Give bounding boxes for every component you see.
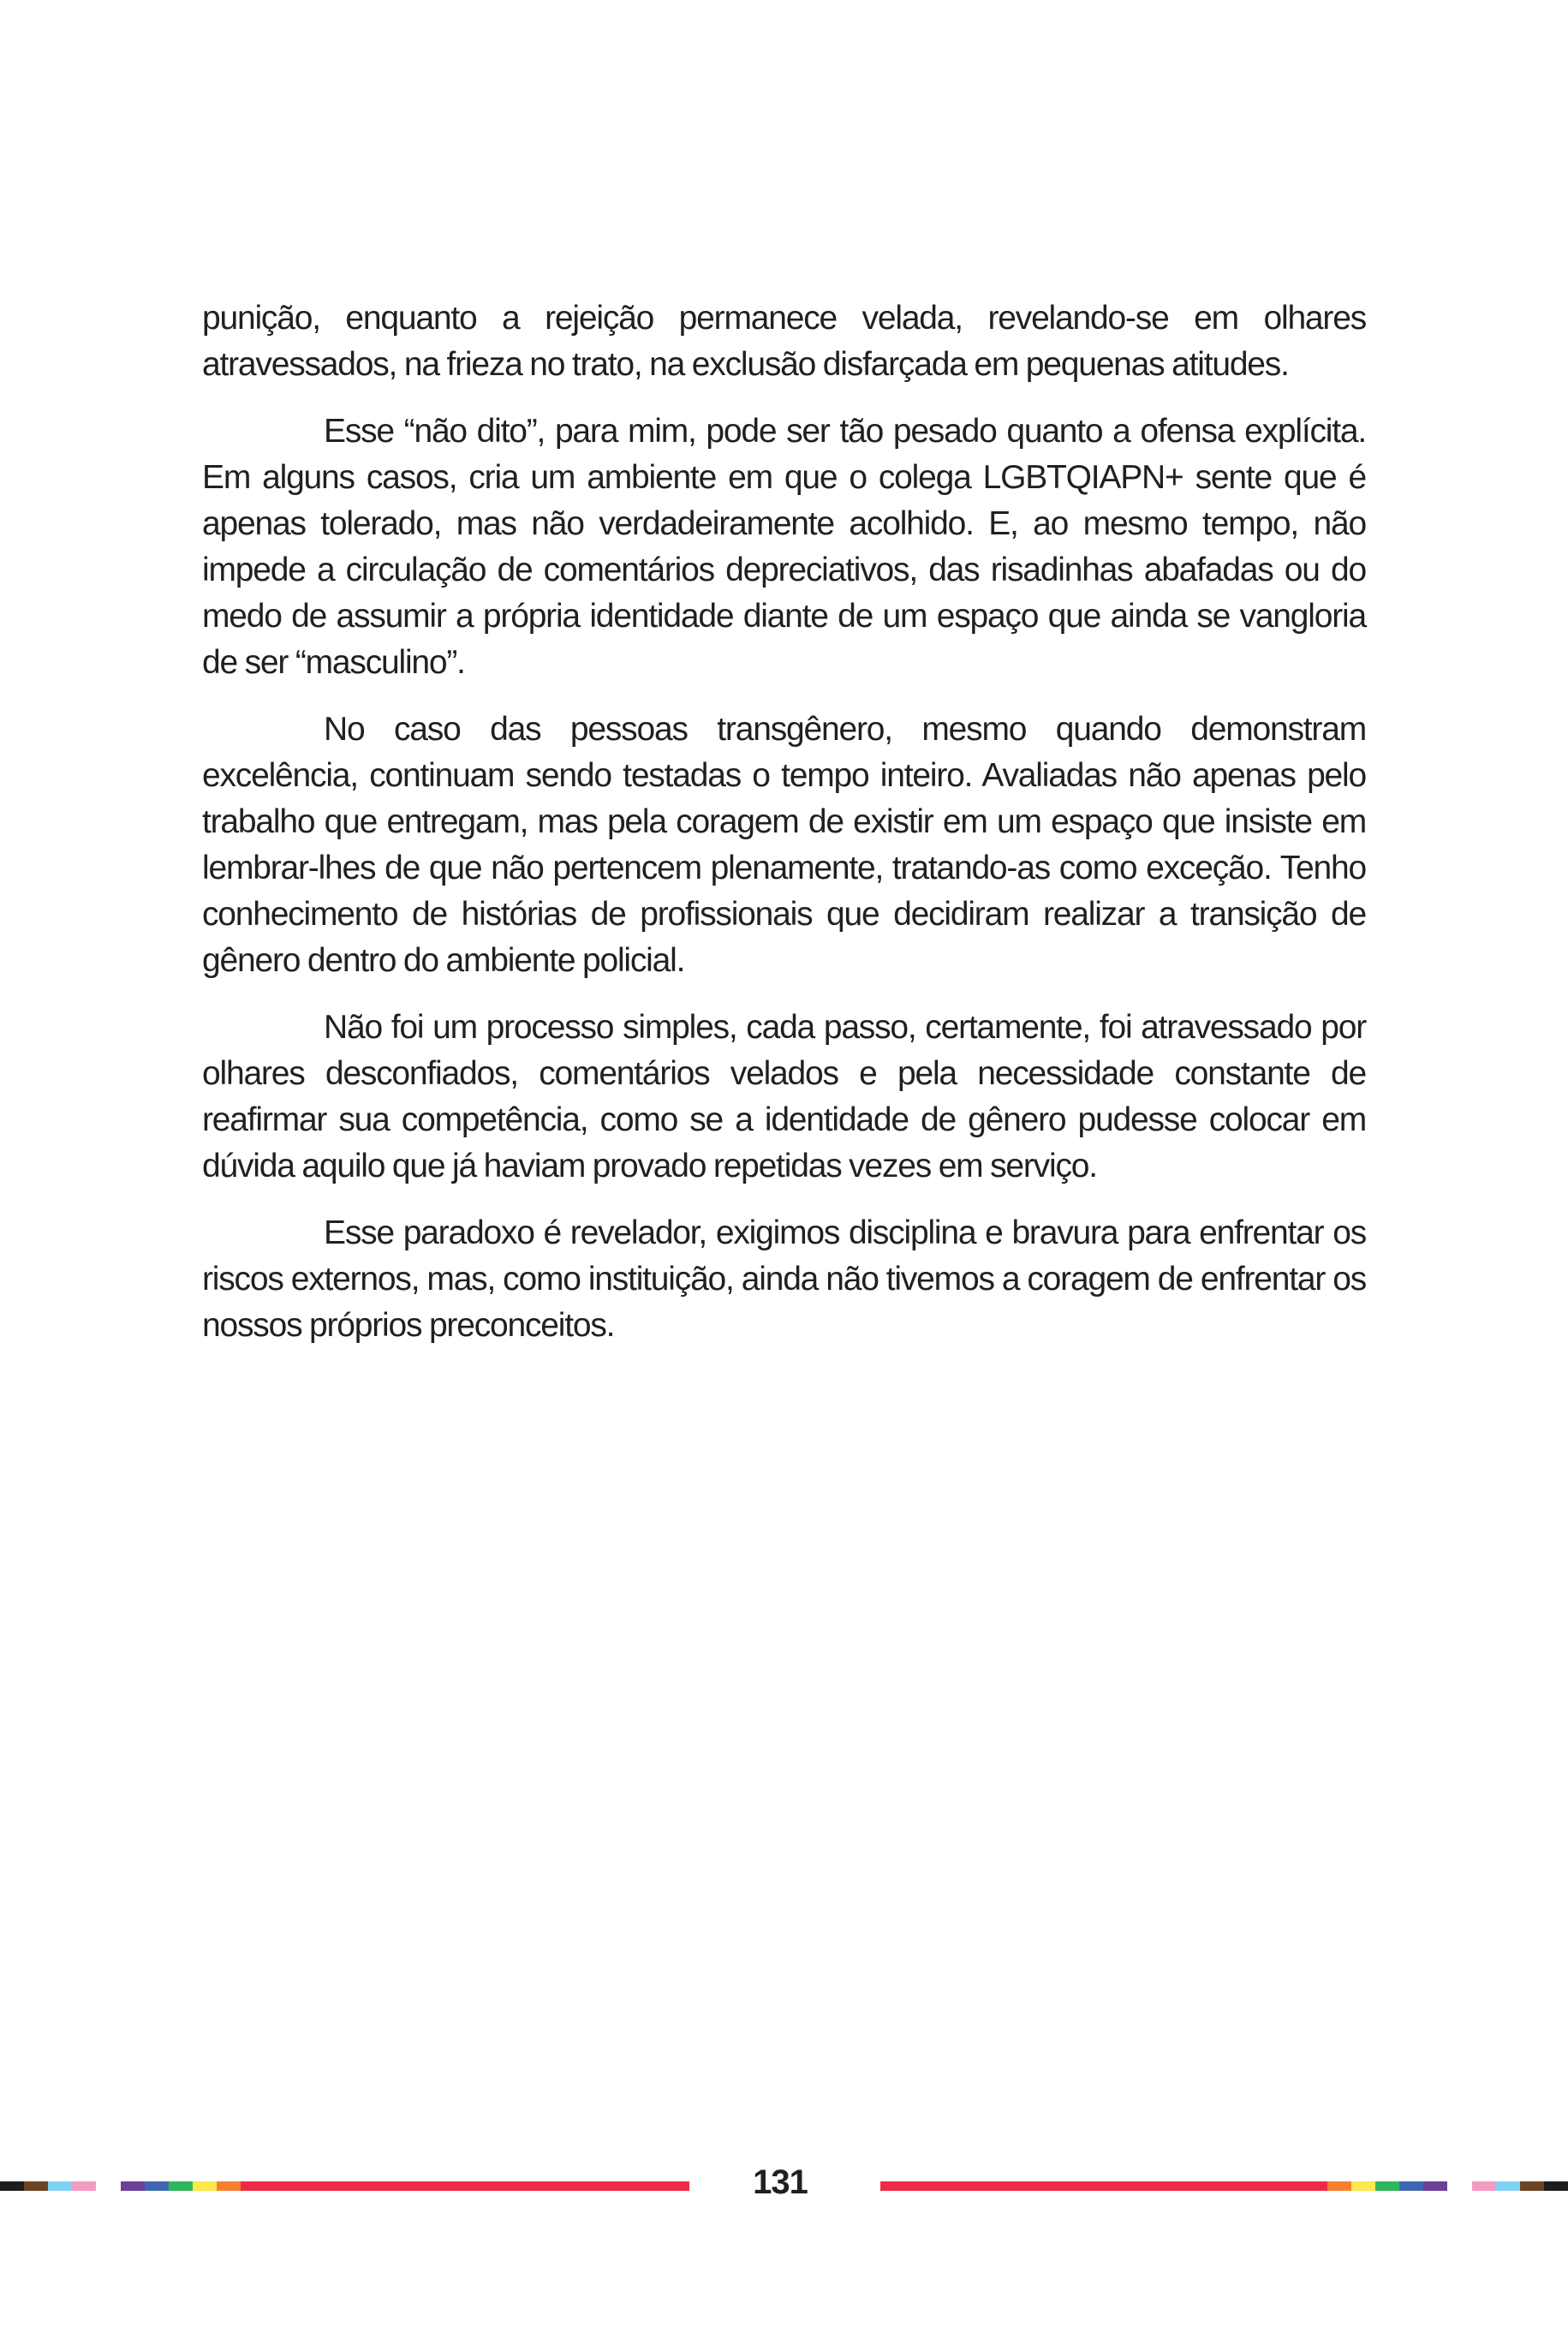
body-text (202, 295, 1366, 1369)
bar-segment (121, 2181, 145, 2191)
bar-segment (169, 2181, 193, 2191)
bar-segment (1496, 2181, 1520, 2191)
bar-segment (145, 2181, 169, 2191)
bar-segment (1351, 2181, 1375, 2191)
bar-segment (1423, 2181, 1447, 2191)
bar-segment (1327, 2181, 1351, 2191)
paragraph: Esse paradoxo é revelador, exigimos disciplina e bravura para enfrentar os riscos externos, mas, como instituição, ainda não tivemos a coragem de enfrentar os nossos próprios preconceitos. (202, 1214, 1366, 1344)
bar-segment (0, 2181, 24, 2191)
bar-segment (1520, 2181, 1544, 2191)
bar-segment (1544, 2181, 1568, 2191)
page-number: 131 (753, 2163, 808, 2201)
bar-segment (24, 2181, 48, 2191)
paragraph: punição, enquanto a rejeição permanece velada, revelando-se em olhares atravessados, na frieza no trato, na exclusão disfarçada em pequenas atitudes. (202, 300, 1366, 383)
bar-segment (241, 2181, 689, 2191)
bar-segment (1472, 2181, 1496, 2191)
bar-segment (1399, 2181, 1423, 2191)
bar-segment (217, 2181, 241, 2191)
bar-segment (1375, 2181, 1399, 2191)
paragraph: No caso das pessoas transgênero, mesmo quando demonstram excelência, continuam sendo testadas o tempo inteiro. Avaliadas não apenas pelo trabalho que entregam, mas pela coragem de existir em um espaço que insiste em lembrar-lhes de que não pertencem plenamente, tratando-as como exceção. Tenho conhecimento de histórias de profissionais que decidiram realizar a transição de gênero dentro do ambiente policial. (202, 711, 1366, 979)
bar-segment (880, 2181, 1327, 2191)
paragraph: Não foi um processo simples, cada passo, certamente, foi atravessado por olhares desconfiados, comentários velados e pela necessidade constante de reafirmar sua competência, como se a identidade de gênero pudesse colocar em dúvida aquilo que já haviam provado repetidas vezes em serviço. (202, 1009, 1366, 1184)
bar-segment (193, 2181, 217, 2191)
bar-segment (48, 2181, 72, 2191)
bar-segment (72, 2181, 96, 2191)
paragraph: Esse “não dito”, para mim, pode ser tão pesado quanto a ofensa explícita. Em alguns casos, cria um ambiente em que o colega LGBTQIAPN+ sente que é apenas tolerado, mas não verdadeiramente acolhido. E, ao mesmo tempo, não impede a circulação de comentários depreciativos, das risadinhas abafadas ou do medo de assumir a própria identidade diante de um espaço que ainda se vangloria de ser “masculino”. (202, 413, 1366, 681)
